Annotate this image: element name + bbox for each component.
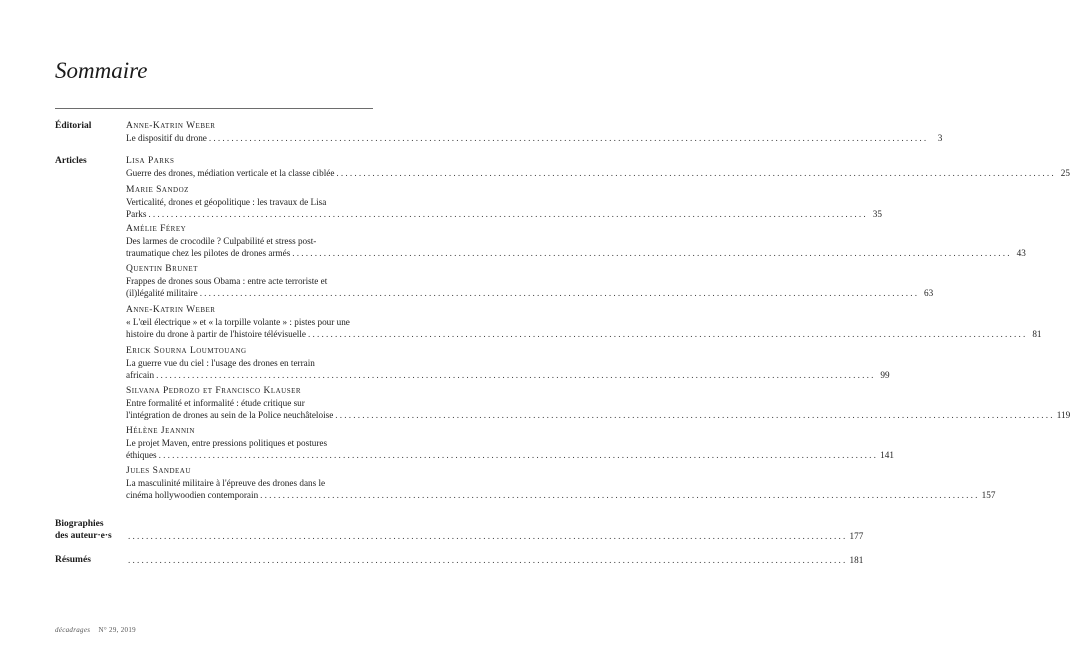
page-number: 119 — [1056, 410, 1070, 420]
toc-entry[interactable] — [126, 425, 894, 461]
entry-title-last-line — [126, 208, 882, 220]
page-number: 81 — [1032, 329, 1042, 339]
entry-author: Erick Sourna Loumtouang — [126, 346, 247, 356]
entry-title-line: Des larmes de crocodile ? Culpabilité et stress post- — [126, 236, 317, 246]
toc-entry[interactable] — [126, 385, 1070, 421]
page-number: 63 — [924, 288, 934, 298]
entry-title-line: « L'œil électrique » et « la torpille volante » : pistes pour une — [126, 317, 350, 327]
page-title: Sommaire — [55, 58, 148, 83]
entry-title-text: cinéma hollywoodien contemporain — [126, 490, 259, 500]
entry-author: Lisa Parks — [126, 156, 175, 166]
entry-title-text: histoire du drone à partir de l'histoire télévisuelle — [126, 329, 306, 339]
entry-title-line: Verticalité, drones et géopolitique : les travaux de Lisa — [126, 197, 327, 207]
entry-title-last-line — [126, 369, 890, 381]
toc-entry[interactable] — [126, 530, 864, 542]
entry-title-text: l'intégration de drones au sein de la Police neuchâteloise — [126, 410, 334, 420]
footer-issue: N° 29, 2019 — [98, 626, 136, 634]
toc-entry[interactable] — [126, 184, 882, 220]
entry-author: Hélène Jeannin — [126, 426, 195, 436]
entry-title-text: africain — [126, 370, 155, 380]
toc-entry[interactable] — [126, 554, 864, 566]
page-number: 177 — [849, 531, 864, 541]
entry-title-last-line — [126, 328, 1042, 340]
dot-leader: ................................................................................................................................................................ — [156, 370, 876, 380]
section-label: Éditorial — [55, 121, 92, 131]
toc-entry[interactable] — [126, 155, 1070, 179]
page-number: 99 — [880, 370, 890, 380]
dot-leader: ................................................................................................................................................................ — [336, 168, 1056, 178]
dot-leader: ................................................................................................................................................................ — [260, 490, 980, 500]
entry-title-last-line — [126, 167, 1070, 179]
toc-entry[interactable] — [126, 263, 934, 299]
entry-author: Jules Sandeau — [126, 466, 191, 476]
dot-leader: ................................................................................................................................................................ — [148, 209, 868, 219]
page-number: 3 — [937, 133, 943, 143]
entry-title-last-line — [126, 554, 864, 566]
entry-title-last-line — [126, 132, 943, 144]
entry-title-last-line — [126, 489, 996, 501]
page-number: 25 — [1060, 168, 1070, 178]
entry-title-last-line — [126, 409, 1070, 421]
dot-leader: ................................................................................................................................................................ — [308, 329, 1028, 339]
entry-author: Anne-Katrin Weber — [126, 121, 216, 131]
dot-leader: ................................................................................................................................................................ — [158, 450, 879, 460]
section-label: Résumés — [55, 555, 91, 565]
entry-title-last-line — [126, 247, 1026, 259]
section-label — [55, 518, 125, 542]
dot-leader: ................................................................................................................................................................ — [292, 248, 1012, 258]
entry-title-line: Le projet Maven, entre pressions politiques et postures — [126, 438, 328, 448]
section-label: Articles — [55, 156, 87, 166]
page-number: 181 — [849, 555, 864, 565]
toc-entry[interactable] — [126, 223, 1026, 259]
entry-author: Quentin Brunet — [126, 264, 198, 274]
entry-title-text: (il)légalité militaire — [126, 288, 198, 298]
page-number: 141 — [880, 450, 894, 460]
page-number: 157 — [981, 490, 996, 500]
toc-entry[interactable] — [126, 304, 1042, 340]
section-label-line: des auteur·e·s — [55, 531, 112, 541]
entry-title-text: Guerre des drones, médiation verticale et la classe ciblée — [126, 168, 335, 178]
page-number: 35 — [872, 209, 882, 219]
dot-leader: ................................................................................................................................................................ — [199, 288, 920, 298]
entry-title-last-line — [126, 449, 894, 461]
title-divider — [55, 108, 373, 109]
entry-author: Marie Sandoz — [126, 185, 189, 195]
entry-title-text: Parks — [126, 209, 147, 219]
page-number: 43 — [1016, 248, 1026, 258]
section-label-line: Biographies — [55, 519, 104, 529]
entry-title-line: Frappes de drones sous Obama : entre acte terroriste et — [126, 276, 328, 286]
toc-entry[interactable] — [126, 345, 890, 381]
dot-leader: ................................................................................................................................................................ — [128, 555, 848, 565]
toc-entry[interactable] — [126, 465, 996, 501]
dot-leader: ................................................................................................................................................................ — [208, 133, 929, 143]
entry-title-last-line — [126, 287, 934, 299]
page-footer — [55, 626, 136, 634]
toc-entry[interactable] — [126, 120, 943, 144]
entry-title-line: La guerre vue du ciel : l'usage des drones en terrain — [126, 358, 315, 368]
entry-title-text: Le dispositif du drone — [126, 133, 207, 143]
dot-leader: ................................................................................................................................................................ — [335, 410, 1055, 420]
entry-title-line: La masculinité militaire à l'épreuve des drones dans le — [126, 478, 326, 488]
entry-title-line: Entre formalité et informalité : étude critique sur — [126, 398, 305, 408]
entry-title-text: éthiques — [126, 450, 157, 460]
dot-leader: ................................................................................................................................................................ — [128, 531, 848, 541]
entry-author: Anne-Katrin Weber — [126, 305, 216, 315]
entry-author: Silvana Pedrozo et Francisco Klauser — [126, 386, 302, 396]
footer-journal: décadrages — [55, 626, 91, 634]
entry-author: Amélie Férey — [126, 224, 187, 234]
entry-title-last-line — [126, 530, 864, 542]
entry-title-text: traumatique chez les pilotes de drones armés — [126, 248, 291, 258]
